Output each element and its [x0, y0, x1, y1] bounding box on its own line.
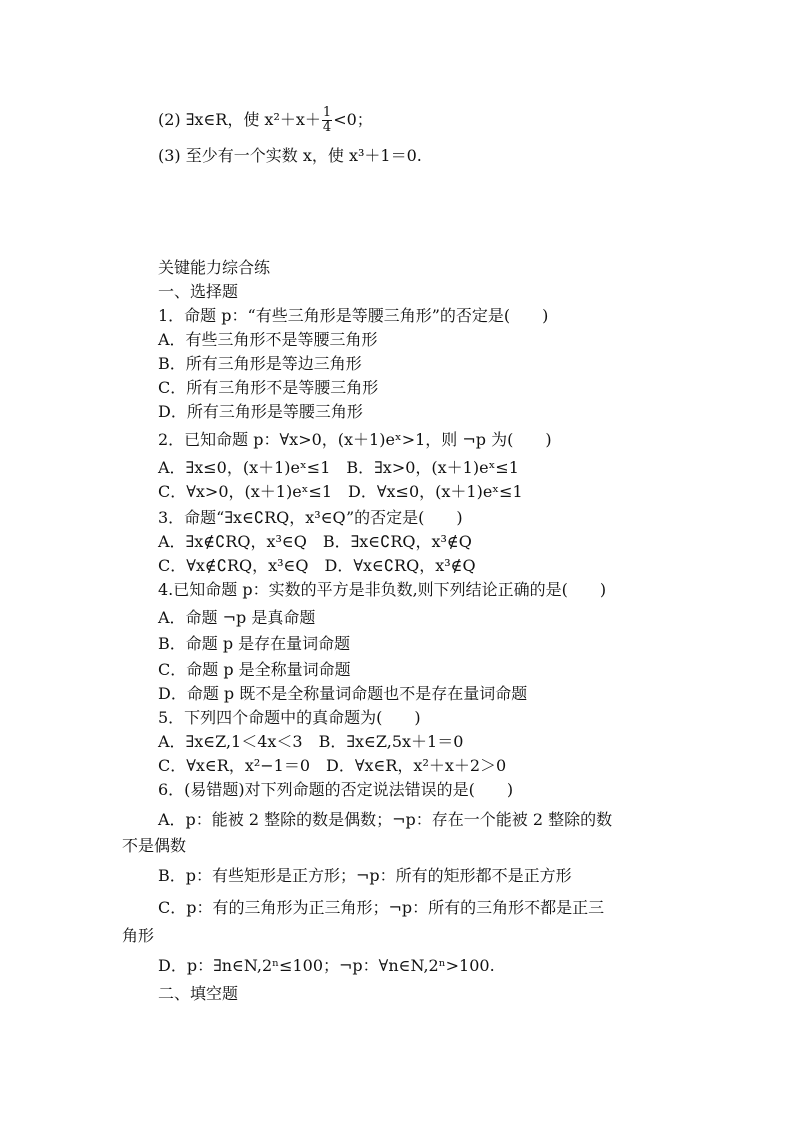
question-6-option: A．p：能被 2 整除的数是偶数；¬p：存在一个能被 2 整除的数 [158, 810, 613, 829]
part2-title: 二、填空题 [158, 984, 239, 1003]
question-4-option: D．命题 p 既不是全称量词命题也不是存在量词命题 [158, 684, 528, 703]
question-5-option-row: C．∀x∈R，x²−1＝0 D．∀x∈R，x²＋x＋2＞0 [158, 756, 507, 775]
intro-item-2-text: (2) ∃x∈R，使 x²＋x＋ [158, 110, 321, 129]
question-5-stem: 5．下列四个命题中的真命题为( ) [158, 708, 421, 727]
question-1-option: A．有些三角形不是等腰三角形 [158, 330, 378, 349]
section-title: 关键能力综合练 [158, 258, 271, 277]
question-4-option: C．命题 p 是全称量词命题 [158, 660, 351, 679]
question-4-stem: 4.已知命题 p：实数的平方是非负数,则下列结论正确的是( ) [158, 580, 607, 599]
question-1-option: C．所有三角形不是等腰三角形 [158, 378, 379, 397]
fraction-one-quarter [322, 106, 332, 135]
question-1-stem: 1．命题 p：“有些三角形是等腰三角形”的否定是( ) [158, 306, 549, 325]
question-2-option-row: C．∀x>0，(x＋1)eˣ≤1 D．∀x≤0，(x＋1)eˣ≤1 [158, 482, 523, 501]
question-2-stem: 2．已知命题 p：∀x>0，(x＋1)eˣ>1，则 ¬p 为( ) [158, 430, 552, 449]
question-2-option-row: A．∃x≤0，(x＋1)eˣ≤1 B．∃x>0，(x＋1)eˣ≤1 [158, 458, 519, 477]
fraction-denominator: 4 [322, 120, 332, 135]
question-5-option-row: A．∃x∈Z,1＜4x＜3 B．∃x∈Z,5x＋1＝0 [158, 732, 464, 751]
part1-title: 一、选择题 [158, 282, 239, 301]
question-6-option: D．p：∃n∈N,2ⁿ≤100；¬p：∀n∈N,2ⁿ>100. [158, 956, 495, 975]
question-1-option: B．所有三角形是等边三角形 [158, 354, 362, 373]
question-4-option: B．命题 p 是存在量词命题 [158, 634, 351, 653]
question-3-option-row: C．∀x∉∁RQ，x³∈Q D．∀x∈∁RQ，x³∉Q [158, 556, 476, 575]
question-6-option: B．p：有些矩形是正方形；¬p：所有的矩形都不是正方形 [158, 866, 572, 885]
intro-item-2 [158, 106, 373, 135]
question-3-stem: 3．命题“∃x∈∁RQ，x³∈Q”的否定是( ) [158, 508, 463, 527]
question-6-option: C．p：有的三角形为正三角形；¬p：所有的三角形不都是正三 [158, 898, 605, 917]
question-3-option-row: A．∃x∉∁RQ，x³∈Q B．∃x∈∁RQ，x³∉Q [158, 532, 472, 551]
question-1-option: D．所有三角形是等腰三角形 [158, 402, 363, 421]
question-4-option: A．命题 ¬p 是真命题 [158, 608, 316, 627]
question-6-option-continued: 角形 [122, 926, 155, 945]
intro-item-2-tail: <0； [333, 110, 373, 129]
intro-item-3: (3) 至少有一个实数 x，使 x³＋1＝0. [158, 146, 422, 165]
question-6-stem: 6．(易错题)对下列命题的否定说法错误的是( ) [158, 780, 514, 799]
fraction-numerator: 1 [322, 105, 332, 120]
question-6-option-continued: 不是偶数 [122, 836, 187, 855]
